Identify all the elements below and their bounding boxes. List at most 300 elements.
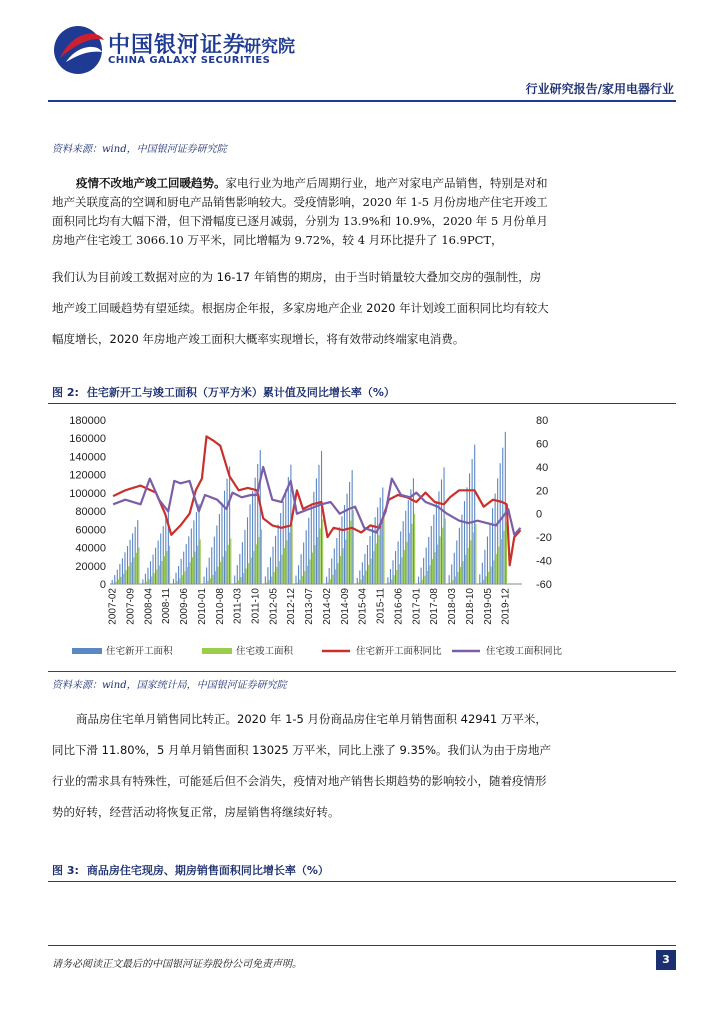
bar-completion — [335, 569, 336, 584]
bar-new-start — [482, 563, 483, 584]
y-left-tick-label: 100000 — [69, 487, 106, 500]
bar-completion — [286, 540, 287, 584]
bar-completion — [434, 552, 435, 584]
bar-completion — [391, 579, 392, 584]
bar-completion — [378, 535, 379, 584]
bar-completion — [225, 551, 226, 584]
bar-new-start — [267, 567, 268, 584]
x-tick-label: 2010-08 — [214, 588, 226, 625]
bar-new-start — [142, 579, 143, 584]
bar-completion — [429, 565, 430, 584]
bar-completion — [169, 546, 170, 584]
bar-completion — [450, 583, 451, 584]
bar-completion — [366, 571, 367, 584]
bar-new-start — [124, 552, 125, 584]
bar-completion — [133, 558, 134, 584]
bar-new-start — [288, 477, 289, 584]
x-tick-label: 2014-02 — [321, 588, 333, 625]
bar-completion — [192, 557, 193, 584]
figure-2-caption: 住宅新开工与竣工面积（万平方米）累计值及同比增长率（%） — [86, 386, 395, 399]
bar-completion — [207, 581, 208, 584]
figure-3-caption: 商品房住宅现房、期房销售面积同比增长率（%） — [86, 864, 329, 877]
bar-completion — [182, 575, 183, 584]
x-tick-label: 2019-12 — [500, 588, 512, 625]
bar-completion — [143, 583, 144, 584]
bar-new-start — [214, 537, 215, 584]
bar-completion — [404, 550, 405, 584]
bar-new-start — [382, 487, 383, 584]
bar-new-start — [392, 560, 393, 584]
x-tick-label: 2008-11 — [161, 588, 173, 624]
bar-new-start — [237, 565, 238, 584]
bar-completion — [348, 530, 349, 584]
bar-completion — [121, 577, 122, 584]
bar-completion — [432, 559, 433, 584]
bar-completion — [166, 551, 167, 584]
bar-completion — [307, 566, 308, 584]
housing-area-chart — [52, 408, 582, 668]
bar-new-start — [114, 575, 115, 584]
bar-completion — [483, 580, 484, 584]
bar-new-start — [459, 528, 460, 584]
bar-new-start — [132, 533, 133, 584]
bar-completion — [299, 580, 300, 584]
bar-new-start — [426, 548, 427, 584]
bar-completion — [128, 566, 129, 584]
bar-completion — [491, 566, 492, 584]
bar-new-start — [221, 503, 222, 584]
bar-completion — [189, 562, 190, 584]
bar-completion — [248, 563, 249, 584]
x-tick-label: 2014-09 — [339, 588, 351, 625]
bar-new-start — [441, 479, 442, 584]
legend-label: 住宅新开工面积 — [106, 646, 173, 657]
bar-new-start — [175, 573, 176, 584]
bar-new-start — [346, 494, 347, 584]
bar-completion — [437, 545, 438, 584]
bar-completion — [406, 542, 407, 584]
bar-new-start — [398, 541, 399, 584]
y-right-tick-label: 80 — [536, 415, 549, 427]
bar-completion — [174, 583, 175, 584]
bar-completion — [424, 576, 425, 584]
x-tick-label: 2015-04 — [357, 588, 369, 625]
x-tick-label: 2011-10 — [250, 588, 262, 624]
y-left-tick-label: 120000 — [69, 469, 106, 482]
bar-new-start — [326, 577, 327, 584]
page-number: 3 — [656, 950, 676, 970]
source-note-1: 资料来源：wind，中国银河证券研究院 — [52, 144, 227, 155]
figure-2-bottom-rule — [48, 671, 676, 672]
bar-new-start — [362, 562, 363, 584]
bar-new-start — [224, 491, 225, 584]
bar-completion — [240, 577, 241, 584]
bar-new-start — [239, 554, 240, 584]
figure-3-number: 图 3: — [52, 864, 79, 877]
x-tick-label: 2007-02 — [107, 588, 119, 625]
bar-new-start — [443, 467, 444, 584]
bar-new-start — [247, 517, 248, 584]
bar-completion — [401, 557, 402, 584]
bar-new-start — [249, 504, 250, 584]
bar-completion — [118, 579, 119, 584]
x-tick-label: 2017-01 — [411, 588, 423, 625]
x-tick-label: 2018-03 — [447, 588, 459, 625]
bar-new-start — [186, 544, 187, 584]
bar-new-start — [278, 525, 279, 584]
bar-new-start — [193, 520, 194, 584]
bar-new-start — [303, 542, 304, 584]
bar-new-start — [265, 576, 266, 584]
bar-new-start — [150, 561, 151, 584]
bar-new-start — [163, 526, 164, 584]
bar-new-start — [255, 478, 256, 584]
bar-new-start — [127, 546, 128, 584]
bar-new-start — [242, 542, 243, 584]
bar-completion — [330, 579, 331, 584]
bar-new-start — [227, 479, 228, 584]
bar-completion — [177, 581, 178, 584]
bar-new-start — [219, 514, 220, 584]
bar-completion — [399, 564, 400, 584]
bar-completion — [113, 583, 114, 584]
bar-completion — [345, 540, 346, 584]
bar-completion — [304, 571, 305, 584]
bar-new-start — [495, 494, 496, 584]
bar-new-start — [308, 518, 309, 584]
logo-english-name: CHINA GALAXY SECURITIES — [108, 55, 271, 66]
bar-new-start — [152, 555, 153, 584]
bar-completion — [258, 537, 259, 584]
bar-completion — [220, 562, 221, 584]
bar-new-start — [334, 548, 335, 584]
x-tick-label: 2011-03 — [232, 588, 244, 624]
bar-completion — [360, 580, 361, 584]
bar-new-start — [145, 574, 146, 584]
bar-new-start — [479, 574, 480, 584]
x-tick-label: 2008-04 — [143, 588, 155, 625]
bar-new-start — [418, 577, 419, 584]
bar-new-start — [216, 525, 217, 584]
bar-completion — [159, 565, 160, 584]
bar-new-start — [234, 576, 235, 584]
bar-new-start — [505, 432, 506, 584]
bar-completion — [179, 578, 180, 584]
bar-new-start — [451, 564, 452, 584]
bar-completion — [292, 524, 293, 584]
bar-completion — [343, 548, 344, 584]
y-right-tick-label: 0 — [536, 508, 543, 521]
galaxy-logo-icon — [52, 22, 108, 78]
bar-completion — [205, 583, 206, 584]
bar-completion — [235, 583, 236, 584]
bar-completion — [184, 571, 185, 584]
bar-completion — [271, 576, 272, 584]
bar-completion — [440, 536, 441, 584]
y-left-tick-label: 60000 — [75, 524, 106, 537]
bar-completion — [161, 561, 162, 584]
bar-completion — [373, 551, 374, 584]
bar-completion — [396, 570, 397, 584]
bar-new-start — [484, 550, 485, 584]
bar-completion — [389, 582, 390, 584]
bar-completion — [195, 552, 196, 584]
bar-completion — [422, 580, 423, 584]
bar-new-start — [344, 505, 345, 584]
bar-new-start — [158, 541, 159, 584]
x-tick-label: 2018-10 — [464, 588, 476, 625]
bar-completion — [412, 524, 413, 584]
bar-new-start — [229, 466, 230, 584]
figure-2-title — [52, 384, 395, 400]
bar-completion — [493, 561, 494, 584]
bar-new-start — [438, 491, 439, 584]
bar-completion — [332, 575, 333, 584]
bar-new-start — [497, 479, 498, 584]
bar-completion — [261, 529, 262, 584]
bar-completion — [251, 557, 252, 584]
bar-new-start — [122, 558, 123, 584]
legend-label: 住宅竣工面积同比 — [486, 646, 563, 657]
y-right-tick-label: -20 — [536, 532, 552, 545]
figure-3-title — [52, 862, 329, 878]
bar-completion — [381, 526, 382, 584]
paragraph-3: 商品房住宅单月销售同比转正。2020 年 1-5 月份商品房住宅单月销售面积 42941 万平米，同比下滑 11.80%，5 月单月销售面积 13025 万平米，同比上涨了 9.35%。我们认为由于房地产行业的需求具有特殊性，可能延后但不会消失，疫情对地产销售长期趋势的影响较小，随着疫情形势的好转，经营活动将恢复正常，房屋销售将继续好转。 — [52, 712, 552, 819]
y-left-tick-label: 160000 — [69, 433, 106, 446]
bar-new-start — [183, 552, 184, 584]
bar-completion — [146, 581, 147, 584]
bar-completion — [394, 575, 395, 584]
bar-new-start — [196, 512, 197, 584]
bar-completion — [284, 548, 285, 584]
bar-completion — [200, 539, 201, 584]
legend-swatch — [72, 648, 102, 654]
bar-completion — [215, 571, 216, 584]
y-right-tick-label: 40 — [536, 461, 549, 474]
bar-new-start — [461, 515, 462, 584]
bar-completion — [501, 539, 502, 584]
bar-completion — [266, 583, 267, 584]
bar-new-start — [209, 558, 210, 584]
bar-new-start — [280, 513, 281, 584]
logo-chinese-name: 中国银河证券 — [108, 33, 247, 58]
bar-new-start — [211, 547, 212, 584]
bar-completion — [353, 510, 354, 584]
figure-3-rule — [48, 881, 676, 882]
bar-completion — [115, 582, 116, 584]
bar-completion — [276, 567, 277, 584]
bar-completion — [317, 537, 318, 584]
bar-new-start — [283, 501, 284, 584]
bar-completion — [253, 551, 254, 584]
bar-completion — [197, 546, 198, 584]
bar-completion — [164, 556, 165, 584]
bar-new-start — [130, 540, 131, 584]
bar-new-start — [316, 478, 317, 584]
bar-new-start — [492, 508, 493, 584]
bar-completion — [350, 521, 351, 584]
bar-new-start — [311, 505, 312, 584]
bar-completion — [383, 517, 384, 584]
x-tick-label: 2017-08 — [429, 588, 441, 625]
bar-new-start — [329, 568, 330, 584]
bar-completion — [312, 553, 313, 584]
bar-completion — [409, 533, 410, 584]
report-category: 行业研究报告/家用电器行业 — [525, 82, 674, 96]
bar-new-start — [204, 577, 205, 584]
bar-new-start — [260, 450, 261, 584]
bar-new-start — [367, 545, 368, 584]
bar-completion — [460, 567, 461, 584]
bar-completion — [445, 518, 446, 584]
bar-new-start — [318, 465, 319, 584]
bar-new-start — [364, 554, 365, 584]
x-tick-label: 2016-06 — [393, 588, 405, 625]
bar-completion — [468, 548, 469, 584]
bar-new-start — [298, 565, 299, 584]
bar-new-start — [410, 489, 411, 584]
bar-completion — [269, 580, 270, 584]
bar-new-start — [270, 557, 271, 584]
bar-completion — [131, 562, 132, 584]
bar-new-start — [387, 577, 388, 584]
bar-new-start — [191, 528, 192, 584]
bar-completion — [414, 514, 415, 584]
bar-new-start — [377, 507, 378, 584]
bar-completion — [218, 567, 219, 584]
bar-completion — [419, 583, 420, 584]
figure-2-rule — [48, 403, 676, 404]
bar-completion — [457, 572, 458, 584]
y-left-tick-label: 80000 — [75, 506, 106, 519]
bar-new-start — [431, 526, 432, 584]
bar-completion — [230, 538, 231, 584]
bar-completion — [151, 576, 152, 584]
y-left-tick-label: 20000 — [75, 560, 106, 573]
legend-swatch — [202, 648, 232, 654]
bar-new-start — [449, 575, 450, 584]
paragraph-1-body: 家电行业为地产后周期行业，地产对家电产品销售，特别是对和地产关联度高的空调和厨电产品销售影响较大。受疫情影响，2020 年 1-5 月份房地产住宅开竣工面积同比均有大幅下滑，但下滑幅度已逐月减弱，分别为 13.9%和 10.9%，2020 年 5 月份单月房地产住宅竣工 3066.10 万平米，同比增幅为 9.72%，较 4 月环比提升了 16.9PCT， — [52, 176, 548, 247]
bar-completion — [274, 572, 275, 584]
bar-new-start — [436, 503, 437, 584]
bar-new-start — [423, 558, 424, 584]
bar-new-start — [301, 554, 302, 584]
y-right-tick-label: -60 — [536, 579, 552, 591]
bar-completion — [149, 579, 150, 584]
y-left-tick-label: 140000 — [69, 451, 106, 464]
bar-completion — [210, 578, 211, 584]
bar-completion — [442, 528, 443, 584]
bar-completion — [376, 543, 377, 584]
bar-completion — [320, 528, 321, 584]
x-tick-label: 2007-09 — [125, 588, 137, 625]
bar-completion — [228, 545, 229, 584]
bar-new-start — [173, 579, 174, 584]
bar-completion — [246, 569, 247, 584]
x-tick-label: 2015-11 — [375, 588, 387, 624]
bar-completion — [488, 572, 489, 584]
bar-new-start — [400, 531, 401, 584]
bar-new-start — [357, 578, 358, 584]
bar-new-start — [487, 536, 488, 584]
bar-completion — [496, 554, 497, 584]
bar-new-start — [395, 551, 396, 584]
bar-new-start — [285, 489, 286, 584]
bar-new-start — [331, 558, 332, 584]
bar-new-start — [390, 569, 391, 584]
bar-completion — [427, 571, 428, 584]
figure-2-number: 图 2: — [52, 386, 79, 399]
bar-new-start — [489, 523, 490, 584]
bar-completion — [480, 583, 481, 584]
bar-new-start — [372, 527, 373, 584]
bar-new-start — [178, 566, 179, 584]
bar-completion — [322, 519, 323, 584]
bar-completion — [368, 565, 369, 584]
bar-completion — [279, 561, 280, 584]
bar-new-start — [456, 540, 457, 584]
bar-new-start — [464, 501, 465, 584]
header-divider — [48, 100, 676, 102]
bar-completion — [358, 583, 359, 584]
bar-new-start — [336, 538, 337, 584]
x-tick-label: 2013-07 — [304, 588, 316, 625]
bar-new-start — [349, 482, 350, 584]
bar-completion — [473, 532, 474, 584]
bar-new-start — [188, 536, 189, 584]
bar-completion — [465, 555, 466, 584]
bar-new-start — [403, 521, 404, 584]
bar-new-start — [466, 487, 467, 584]
paragraph-1 — [52, 174, 552, 250]
bar-new-start — [405, 511, 406, 584]
bar-new-start — [119, 564, 120, 584]
bar-completion — [126, 570, 127, 584]
bar-completion — [337, 563, 338, 584]
bar-new-start — [339, 527, 340, 584]
legend-label: 住宅竣工面积 — [236, 646, 294, 657]
bar-completion — [327, 582, 328, 584]
bar-completion — [154, 573, 155, 584]
logo-institute: 研究院 — [244, 37, 295, 57]
bar-completion — [340, 556, 341, 584]
bar-completion — [156, 569, 157, 584]
bar-new-start — [306, 530, 307, 584]
bar-completion — [138, 548, 139, 584]
bar-new-start — [272, 547, 273, 584]
bar-new-start — [137, 520, 138, 584]
x-tick-label: 2019-05 — [482, 588, 494, 625]
bar-completion — [463, 561, 464, 584]
bar-new-start — [408, 500, 409, 584]
bar-new-start — [244, 530, 245, 584]
y-left-tick-label: 40000 — [75, 542, 106, 555]
y-right-tick-label: -40 — [536, 555, 552, 568]
bar-completion — [470, 540, 471, 584]
y-right-tick-label: 20 — [536, 485, 549, 498]
bar-new-start — [321, 451, 322, 584]
bar-new-start — [380, 497, 381, 584]
bar-new-start — [198, 504, 199, 584]
bar-new-start — [147, 568, 148, 584]
bar-new-start — [181, 559, 182, 584]
bar-new-start — [160, 533, 161, 584]
bar-completion — [503, 531, 504, 584]
bar-new-start — [117, 570, 118, 584]
source-note-2: 资料来源：wind，国家统计局，中国银河证券研究院 — [52, 680, 287, 691]
y-right-tick-label: 60 — [536, 438, 549, 451]
footer-disclaimer: 请务必阅读正文最后的中国银河证券股份公司免责声明。 — [52, 959, 302, 970]
